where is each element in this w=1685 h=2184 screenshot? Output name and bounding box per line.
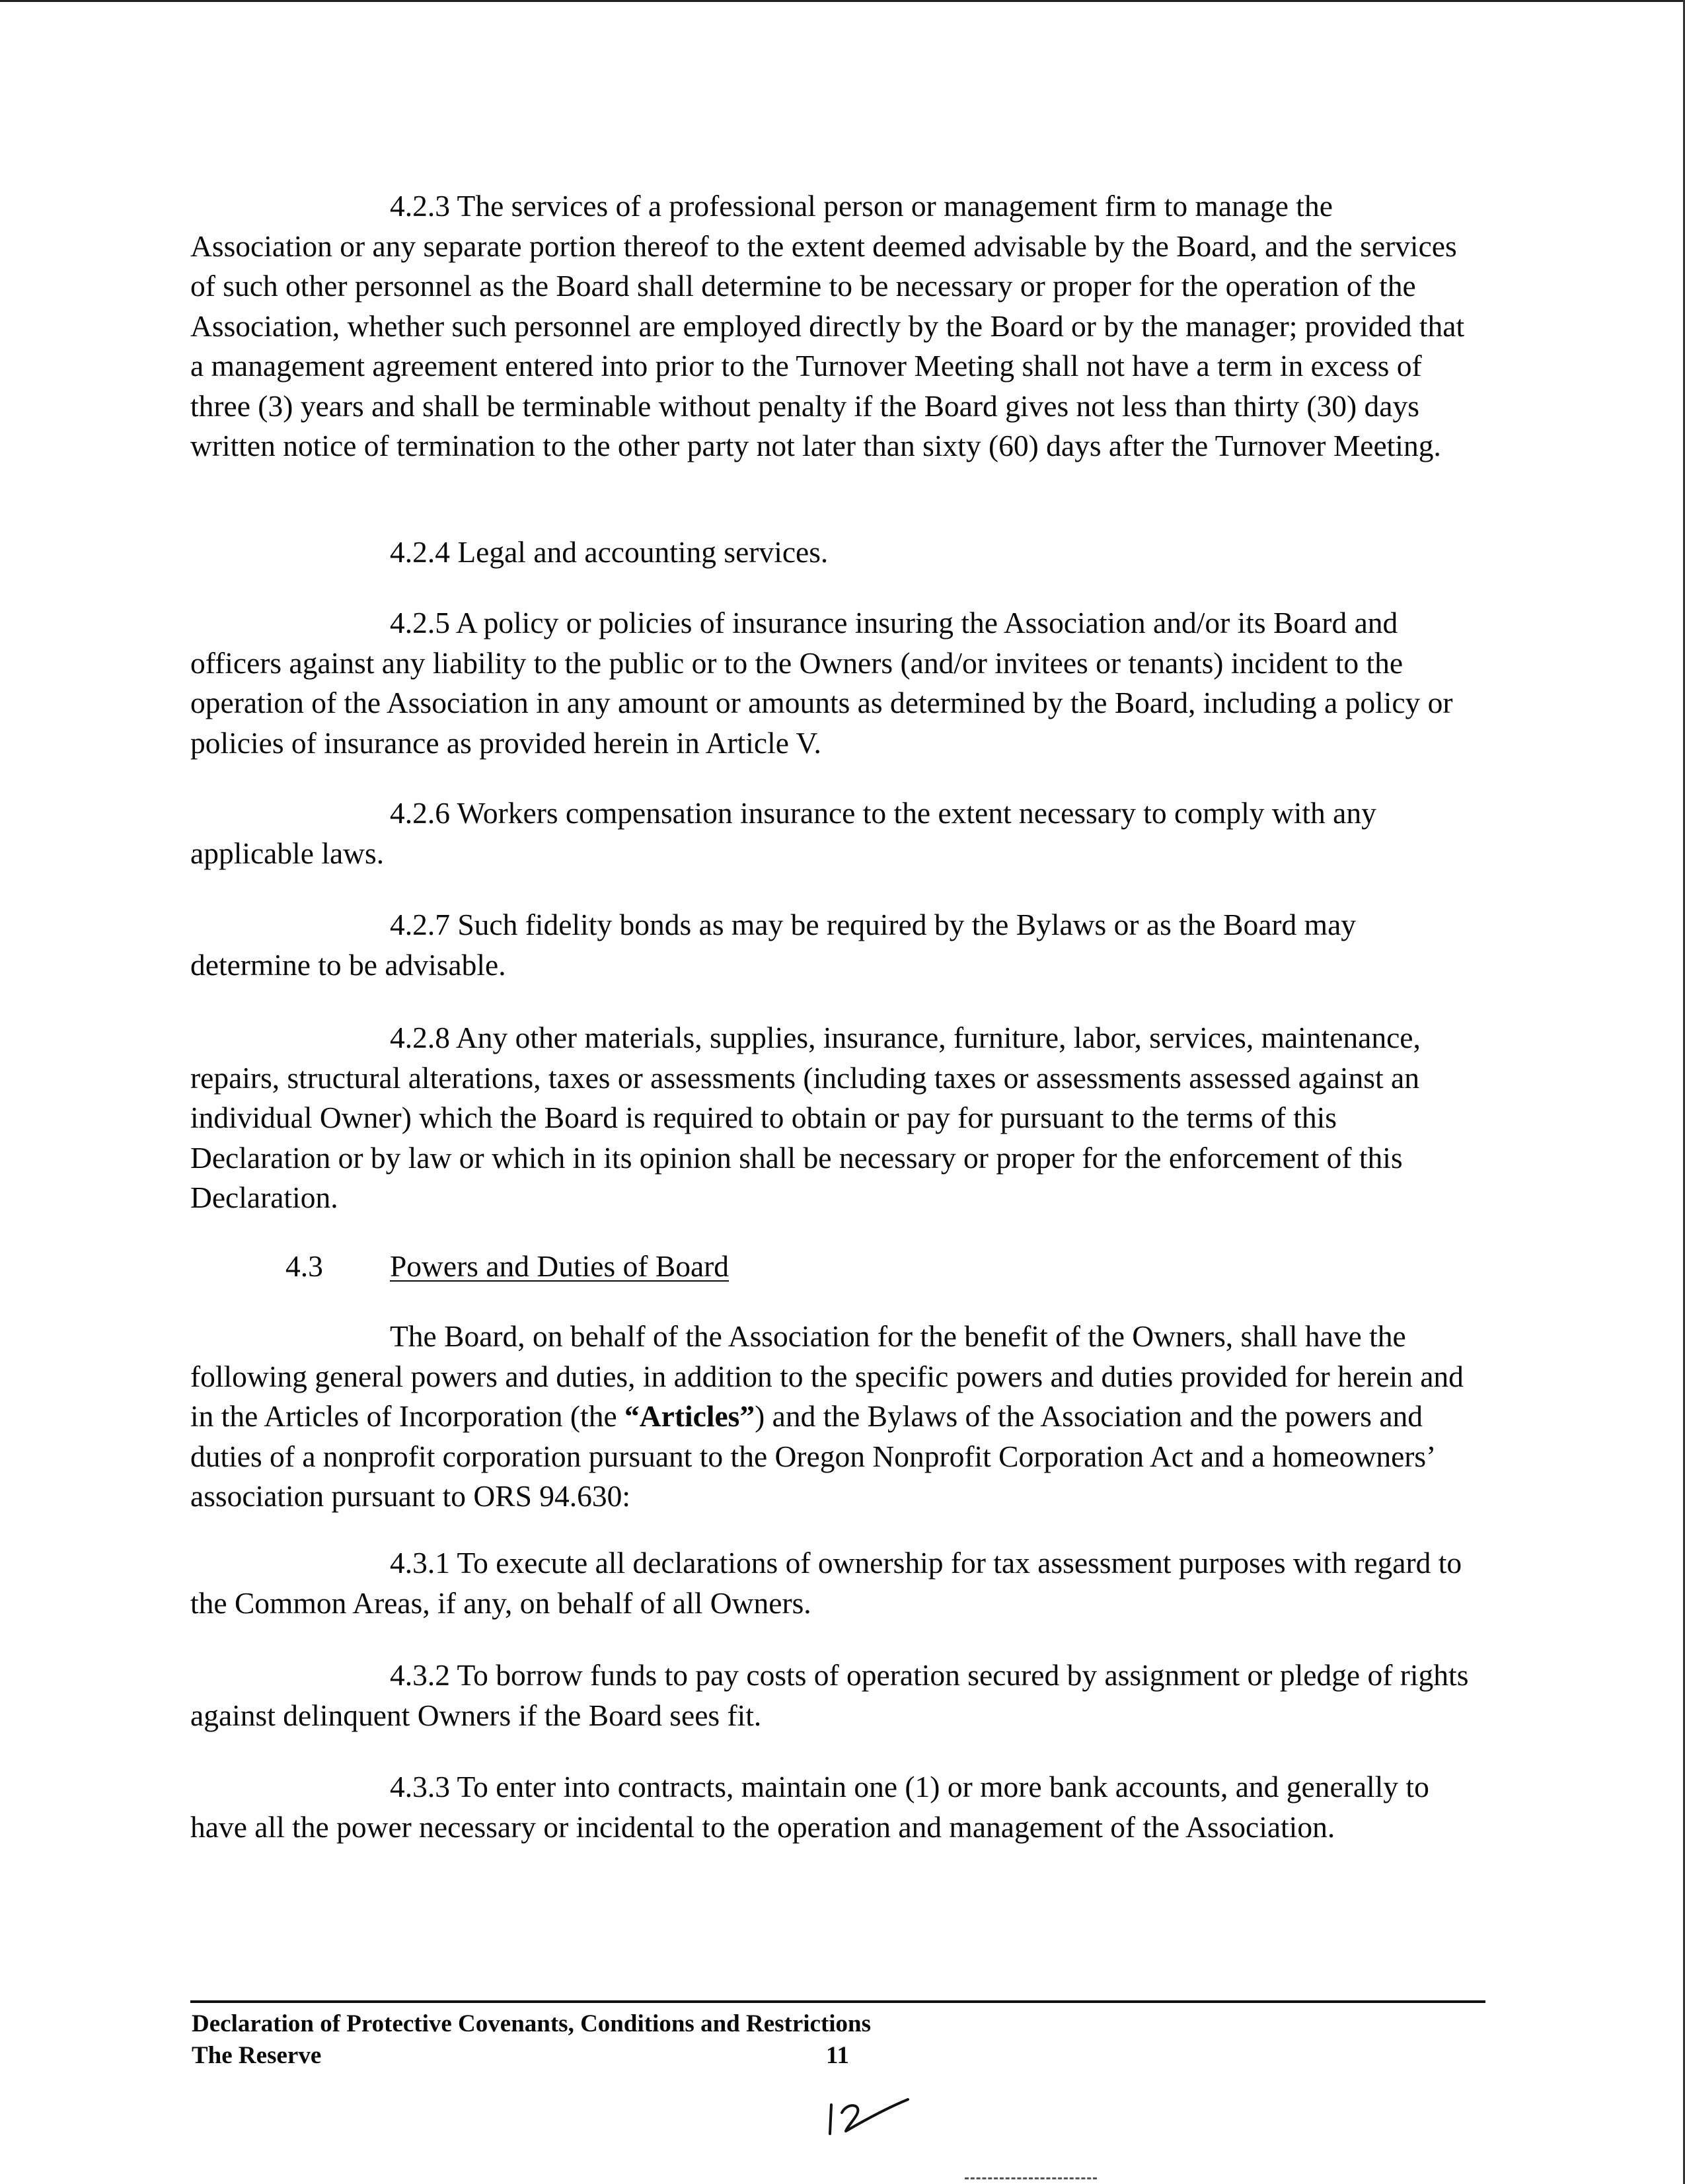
paragraph-4-2-3: 4.2.3 The services of a professional person or management firm to manage the Association or any separate portion thereof to the extent deemed advisable by the Board, and the services of such other personnel as the Board shall determine to be necessary or proper for the operation of the Association, whether such personnel are employed directly by the Board or by the manager; provided that a management agreement entered into prior to the Turnover Meeting shall not have a term in excess of three (3) years and shall be terminable without penalty if the Board gives not less than thirty (30) days written notice of termination to the other party not later than sixty (60) days after the Turnover Meeting. — [190, 189, 1465, 462]
defined-term-articles: “Articles” — [624, 1399, 755, 1433]
section-title: Powers and Duties of Board — [390, 1249, 730, 1283]
paragraph-4-2-5: 4.2.5 A policy or policies of insurance insuring the Association and/or its Board and officers against any liability to the public or to the Owners (and/or invitees or tenants) incident to the operation of the Association in any amount or amounts as determined by the Board, including a policy or policies of insurance as provided herein in Article V. — [190, 606, 1453, 760]
paragraph-4-2-4: 4.2.4 Legal and accounting services. — [390, 535, 829, 569]
handwritten-stroke-2 — [842, 2099, 908, 2131]
intro-text-after: ) and the Bylaws of the Association and the powers and duties of a nonprofit corporation pursuant to the Oregon Nonprofit Corporation Act and a homeowners’ association pursuant to ORS 94.630: — [190, 1399, 1434, 1513]
handwritten-stroke-1 — [830, 2105, 831, 2134]
footer-subtitle: The Reserve — [192, 2042, 322, 2069]
scan-dash-bottom — [965, 2177, 1097, 2179]
paragraph-4-2-6: 4.2.6 Workers compensation insurance to the extent necessary to comply with any applicable laws. — [190, 796, 1376, 870]
paragraph-4-3-3: 4.3.3 To enter into contracts, maintain one (1) or more bank accounts, and generally to have all the power necessary or incidental to the operation and management of the Association. — [190, 1770, 1429, 1844]
section-number: 4.3 — [285, 1249, 323, 1283]
paragraph-4-3-2: 4.3.2 To borrow funds to pay costs of operation secured by assignment or pledge of rights against delinquent Owners if the Board sees fit. — [190, 1658, 1469, 1732]
intro-text-before: The Board, on behalf of the Association for the benefit of the Owners, shall have the following general powers and duties, in addition to the specific powers and duties provided for herein and in the Articles of Incorporation (the — [190, 1319, 1464, 1433]
footer-rule — [190, 2000, 1485, 2003]
section-heading-4-3 — [285, 1247, 1475, 1287]
footer-title: Declaration of Protective Covenants, Conditions and Restrictions — [192, 2010, 872, 2037]
scan-edge-top — [0, 0, 1685, 2]
intro-paragraph — [190, 1317, 1476, 1517]
paragraph-4-2-7: 4.2.7 Such fidelity bonds as may be required by the Bylaws or as the Board may determine to be advisable. — [190, 908, 1357, 982]
paragraph-4-3-1: 4.3.1 To execute all declarations of ownership for tax assessment purposes with regard to the Common Areas, if any, on behalf of all Owners. — [190, 1546, 1462, 1620]
paragraph-4-2-8: 4.2.8 Any other materials, supplies, insurance, furniture, labor, services, maintenance, repairs, structural alterations, taxes or assessments (including taxes or assessments assessed against an individual Owner) which the Board is required to obtain or pay for pursuant to the terms of this Declaration or by law or which in its opinion shall be necessary or proper for the enforcement of this Declaration. — [190, 1021, 1421, 1214]
footer-page-number: 11 — [826, 2042, 849, 2069]
handwritten-page-number — [822, 2093, 915, 2139]
page-footer — [192, 2008, 1487, 2072]
